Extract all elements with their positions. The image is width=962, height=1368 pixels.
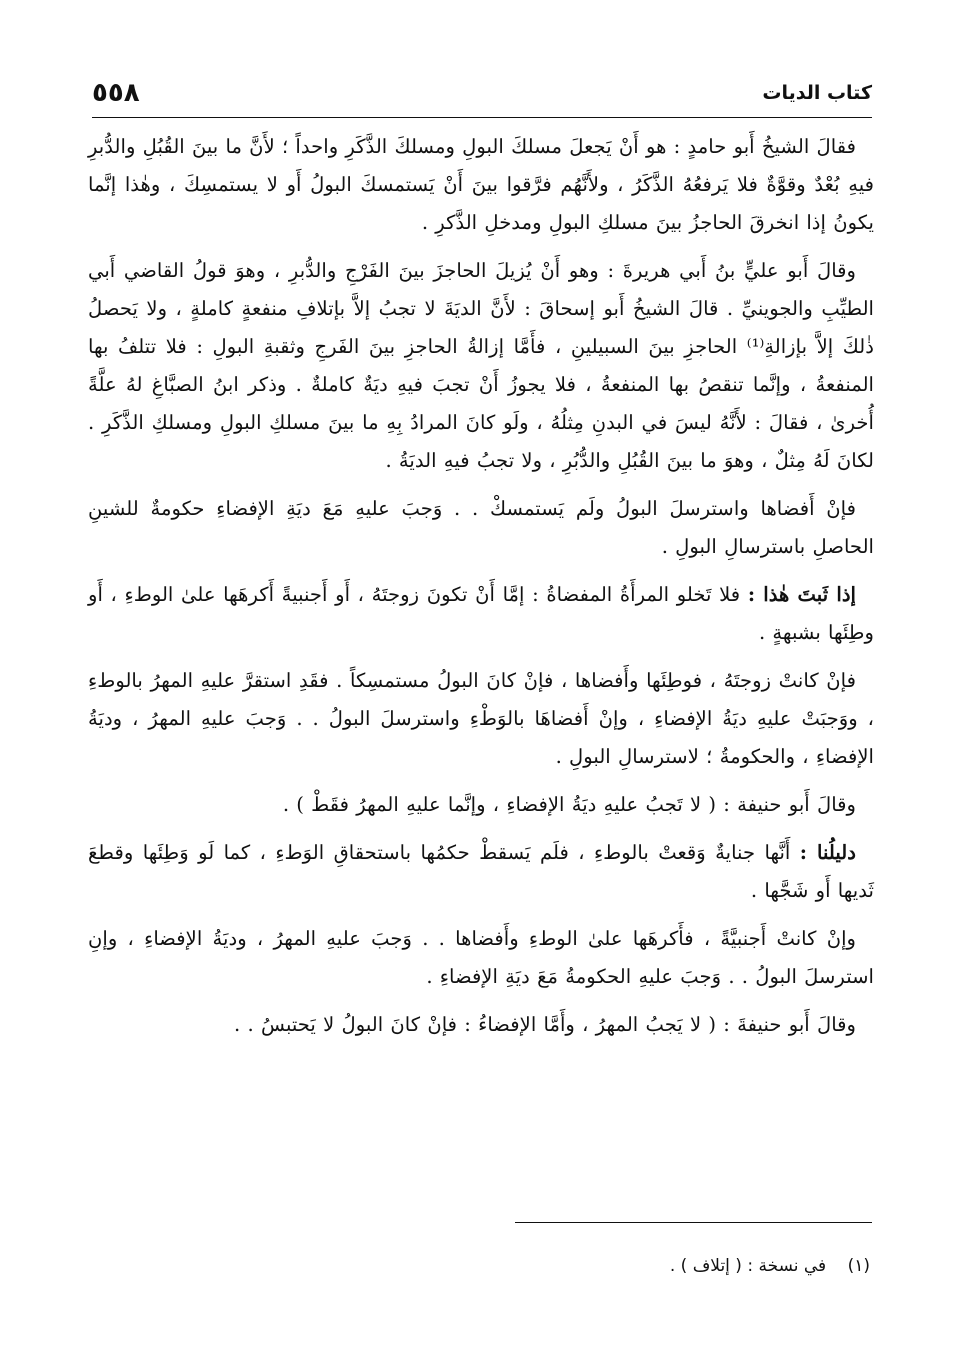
- paragraph-lead: إذا ثَبتَ هٰذا :: [747, 583, 857, 606]
- paragraph-text: فقالَ الشيخُ أَبو حامدٍ : هو أَنْ يَجعلَ مسلكَ البولِ ومسلكَ الذَّكَرِ واحداً ؛ لأَنَّ ما بينَ القُبُلِ والدُّبرِ فيهِ بُعْدٌ وقوَّةٌ فلا يَرفعُهُ الذَّكَرُ ، ولأَنَّهُم فرَّقوا بينَ أَنْ يَستمسكَ البولُ أَو لا يستمسِكَ ، وهٰذا إنَّما يكونُ إذا انخرقَ الحاجزُ بينَ مسلكِ البولِ ومدخلِ الذَّكرِ .: [88, 135, 874, 234]
- paragraph: [88, 834, 874, 910]
- paragraph: [88, 786, 874, 824]
- paragraph-text: أَنَّها جنايةٌ وَقعتْ بالوطءِ ، فلَم يَسقطْ حكمُها باستحقاقِ الوَطءِ ، كما لَو وَطِئَها وقطعَ ثَديها أَو شَجَّها .: [88, 841, 874, 902]
- main-text: [88, 128, 874, 1054]
- paragraph-text: فلا تَخلو المرأَةُ المفضاةُ : إمَّا أَنْ تكونَ زوجتَهُ ، أَو أَجنبيةً أَكرهَها علىٰ الوطءِ ، أَو وطِئَها بشبهةٍ .: [88, 583, 874, 644]
- paragraph: [88, 662, 874, 776]
- page-number: ٥٥٨: [92, 78, 140, 108]
- paragraph-lead: دليلُنا :: [799, 841, 856, 864]
- paragraph-text: وإنْ كانتْ أَجنبيَّةً ، فأَكرهَها علىٰ الوطءِ وأَفضاها . . وَجبَ عليهِ المهرُ ، وديَةُ الإفضاءِ ، وإنِ استرسلَ البولُ . . وَجبَ عليهِ الحكومةُ مَعَ ديَةِ الإفضاءِ .: [88, 927, 874, 988]
- header-rule: [92, 117, 872, 118]
- page-header: [92, 76, 872, 116]
- footnote-number: (١): [847, 1256, 870, 1276]
- paragraph: [88, 1006, 874, 1044]
- paragraph-text: وقالَ أَبو حنيفةَ : ( لا يَجبُ المهرُ ، وأَمَّا الإفضاءُ : فإنْ كانَ البولُ لا يَحتبسُ . .: [234, 1013, 856, 1036]
- paragraph-text: فإنْ كانتْ زوجتَهُ ، فوطِئَها وأَفضاها ، فإنْ كانَ البولُ مستمسِكاً . فقَدِ استقرَّ عليهِ المهرُ بالوطءِ ، ووَجبَتْ عليهِ ديَةُ الإفضاءِ ، وإنْ أَفضاهَا بالوَطْءِ واسترسلَ البولُ . . وَجبَ عليهِ المهرُ ، وديَةُ الإفضاءِ ، والحكومةُ ؛ لاسترسالِ البولِ .: [88, 669, 874, 768]
- paragraph-text: فإنْ أَفضاها واسترسلَ البولُ ولَم يَستمسكْ . . وَجبَ عليهِ مَعَ ديَةِ الإفضاءِ حكومةٌ للشينِ الحاصلِ باسترسالِ البولِ .: [88, 497, 874, 558]
- footnote-rule: [515, 1222, 872, 1223]
- paragraph: [88, 576, 874, 652]
- paragraph: [88, 920, 874, 996]
- footnote-text: في نسخة : ( إتلاف ) .: [669, 1256, 827, 1276]
- paragraph: [88, 128, 874, 242]
- paragraph: [88, 252, 874, 480]
- paragraph-text: وقالَ أَبو حنيفة : ( لا تَجبُ عليهِ ديَةُ الإفضاءِ ، وإنَّما عليهِ المهرُ فقَطْ ) .: [282, 793, 856, 816]
- paragraph-text: وقالَ أَبو عليٍّ بنُ أَبي هريرةَ : وهو أَنْ يُزيلَ الحاجزَ بينَ الفَرْجِ والدُّبرِ ، وهوَ قولُ القاضي أَبي الطيِّبِ والجوينيِّ . قالَ الشيخُ أَبو إسحاقَ : لأَنَّ الديَةَ لا تجبُ إلاَّ بإتلافِ منفعةٍ كاملةٍ ، ولا يَحصلُ ذٰلكَ إلاَّ بإزالةِ⁽¹⁾ الحاجزِ بينَ السبيلينِ ، فأَمَّا إزالةُ الحاجزِ بينَ الفَرجِ وثقبةِ البولِ : فلا تتلفُ بها المنفعةُ ، وإنَّما تنقصُ بها المنفعةُ ، فلا يجوزُ أَنْ تجبَ فيهِ ديَةٌ كاملةٌ . وذكر ابنُ الصبَّاغِ لهُ علَّةً أُخرىٰ ، فقالَ : لأَنَّهُ ليسَ في البدنِ مِثلُهُ ، ولَو كانَ المرادُ بِهِ ما بينَ مسلكِ البولِ ومسلكِ الذَّكَرِ . لكانَ لَهُ مِثلٌ ، وهوَ ما بينَ القُبُلِ والدُّبُرِ ، ولا تجبُ فيهِ الديَةُ .: [88, 259, 874, 472]
- footnote: [170, 1252, 870, 1280]
- book-title: كتاب الديات: [762, 82, 872, 104]
- paragraph: [88, 490, 874, 566]
